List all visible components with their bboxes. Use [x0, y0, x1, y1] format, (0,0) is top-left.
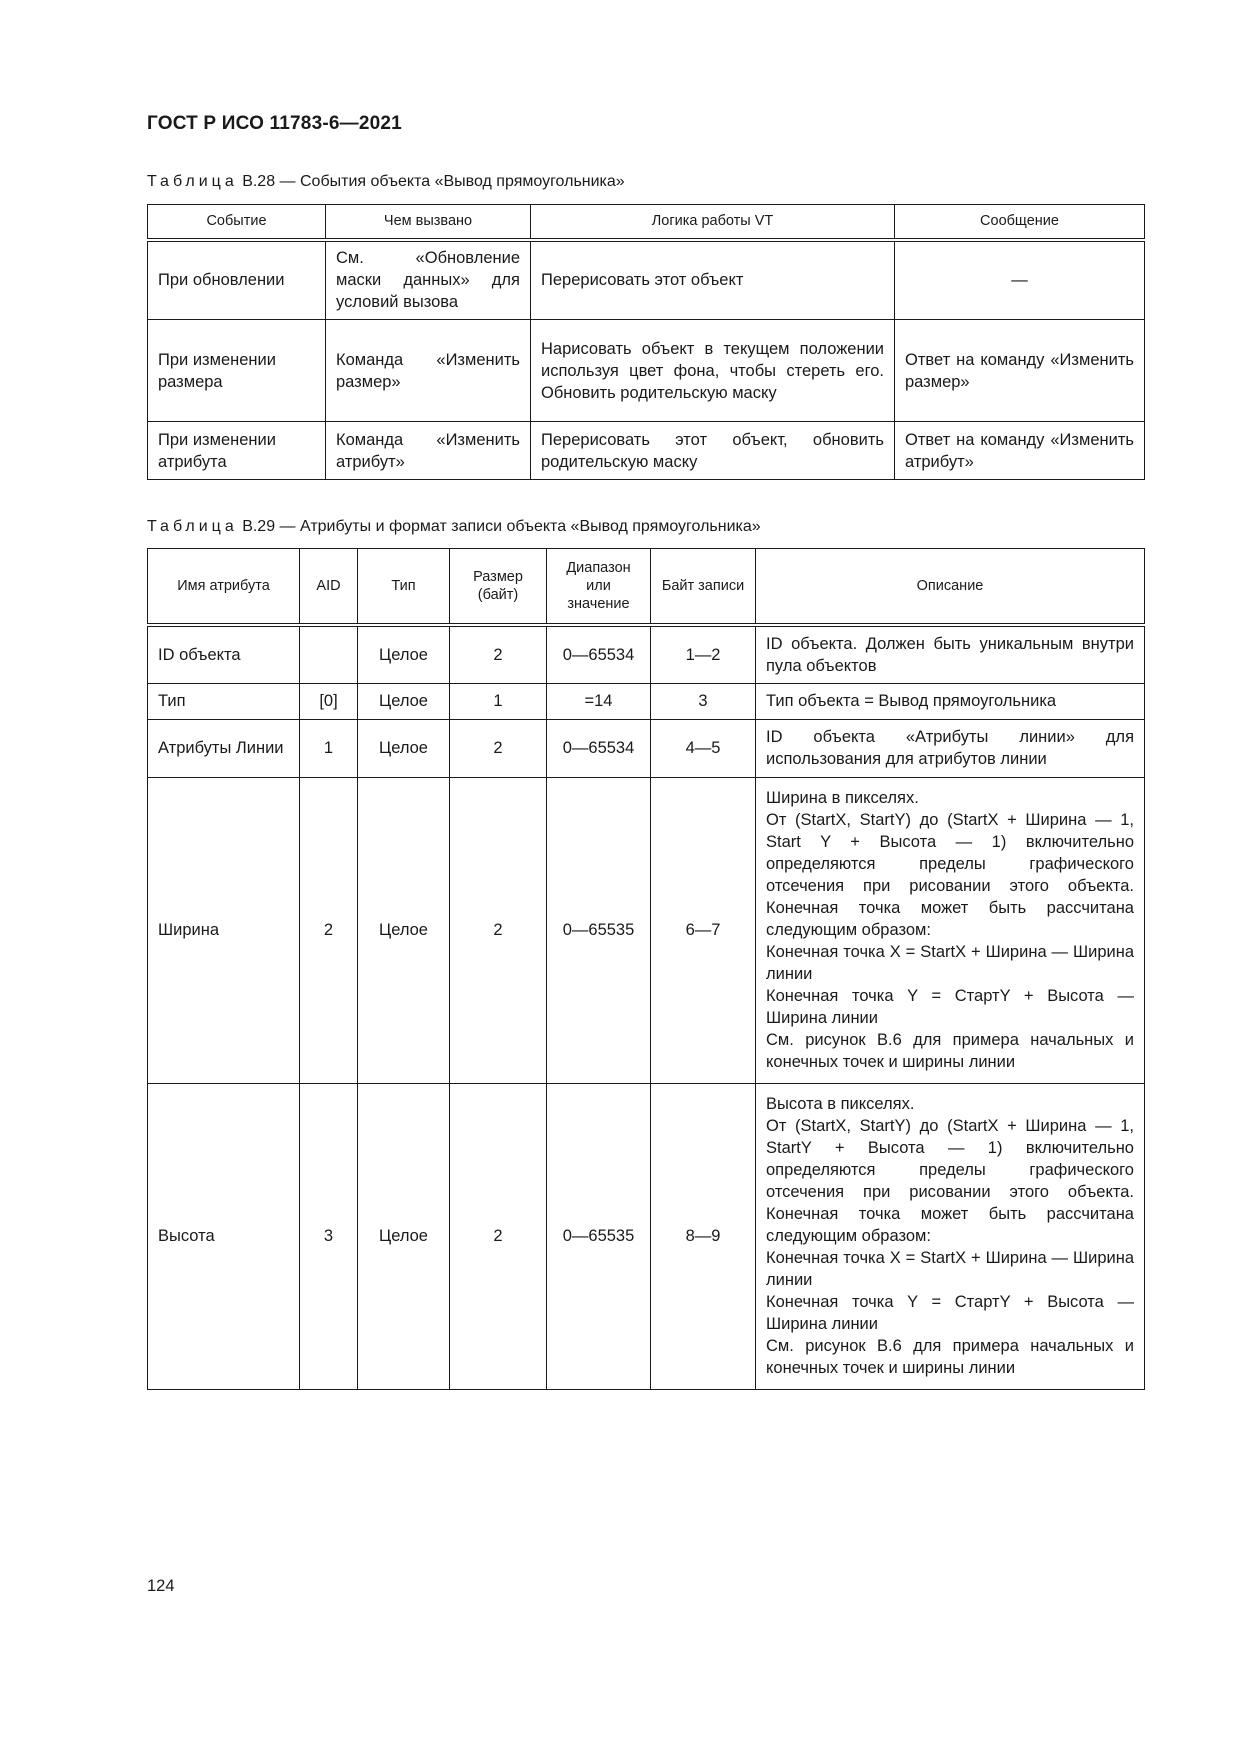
record-bytes-cell: 8—9 — [651, 1083, 756, 1389]
table-row — [148, 240, 1145, 320]
record-bytes-cell: 3 — [651, 683, 756, 719]
range-cell: 0—65535 — [547, 1083, 651, 1389]
vt-logic-cell: Перерисовать этот объект — [531, 240, 895, 320]
column-header-aid: AID — [300, 549, 358, 625]
size-cell: 2 — [450, 1083, 547, 1389]
table-b28 — [147, 204, 1145, 480]
column-header-record-bytes: Байт записи — [651, 549, 756, 625]
aid-cell: [0] — [300, 683, 358, 719]
event-cell: При изменении атрибута — [148, 422, 326, 480]
caption-text: В.28 — События объекта «Вывод прямоугольника» — [242, 173, 625, 190]
aid-cell: 3 — [300, 1083, 358, 1389]
size-cell: 1 — [450, 683, 547, 719]
size-cell: 2 — [450, 719, 547, 777]
column-header-size: Размер (байт) — [450, 549, 547, 625]
table-row — [148, 320, 1145, 422]
column-header-attribute-name: Имя атрибута — [148, 549, 300, 625]
aid-cell: 2 — [300, 777, 358, 1083]
page-number: 124 — [147, 1577, 175, 1595]
range-cell: 0—65534 — [547, 719, 651, 777]
vt-logic-cell: Нарисовать объект в текущем положении используя цвет фона, чтобы стереть его. Обновить родительскую маску — [531, 320, 895, 422]
record-bytes-cell: 6—7 — [651, 777, 756, 1083]
caused-by-cell: См. «Обновление маски данных» для условий вызова — [326, 240, 531, 320]
size-cell: 2 — [450, 777, 547, 1083]
caused-by-cell: Команда «Изменить размер» — [326, 320, 531, 422]
table-row — [148, 422, 1145, 480]
caption-prefix: Таблица — [147, 173, 238, 190]
description-cell: ID объекта. Должен быть уникальным внутри пула объектов — [756, 625, 1145, 684]
table-row — [148, 1083, 1145, 1389]
message-cell: Ответ на команду «Изменить размер» — [895, 320, 1145, 422]
document-header: ГОСТ Р ИСО 11783-6—2021 — [147, 113, 402, 134]
aid-cell: 1 — [300, 719, 358, 777]
table-row — [148, 719, 1145, 777]
event-cell: При обновлении — [148, 240, 326, 320]
type-cell: Целое — [358, 1083, 450, 1389]
caption-prefix: Таблица — [147, 518, 238, 535]
column-header-caused-by: Чем вызвано — [326, 205, 531, 240]
type-cell: Целое — [358, 625, 450, 684]
column-header-event: Событие — [148, 205, 326, 240]
record-bytes-cell: 4—5 — [651, 719, 756, 777]
event-cell: При изменении размера — [148, 320, 326, 422]
table-b28-caption — [147, 173, 625, 191]
range-cell: 0—65534 — [547, 625, 651, 684]
description-cell: Ширина в пикселях. От (StartX, StartY) до (StartX + Ширина — 1, Start Y + Высота — 1) включительно определяются пределы графического отсечения при рисовании этого объекта. Конечная точка может быть рассчитана следующим образом: Конечная точка X = StartX + Ширина — Ширина линии Конечная точка Y = СтартY + Высота — Ширина линии См. рисунок В.6 для примера начальных и конечных точек и ширины линии — [756, 777, 1145, 1083]
column-header-message: Сообщение — [895, 205, 1145, 240]
column-header-range: Диапазон или значение — [547, 549, 651, 625]
attribute-name-cell: Ширина — [148, 777, 300, 1083]
record-bytes-cell: 1—2 — [651, 625, 756, 684]
type-cell: Целое — [358, 719, 450, 777]
attribute-name-cell: Атрибуты Линии — [148, 719, 300, 777]
range-cell: =14 — [547, 683, 651, 719]
column-header-type: Тип — [358, 549, 450, 625]
column-header-vt-logic: Логика работы VT — [531, 205, 895, 240]
description-cell: ID объекта «Атрибуты линии» для использования для атрибутов линии — [756, 719, 1145, 777]
type-cell: Целое — [358, 777, 450, 1083]
description-cell: Высота в пикселях. От (StartX, StartY) до (StartX + Ширина — 1, StartY + Высота — 1) включительно определяются пределы графического отсечения при рисовании этого объекта. Конечная точка может быть рассчитана следующим образом: Конечная точка X = StartX + Ширина — Ширина линии Конечная точка Y = СтартY + Высота — Ширина линии См. рисунок В.6 для примера начальных и конечных точек и ширины линии — [756, 1083, 1145, 1389]
table-row — [148, 625, 1145, 684]
size-cell: 2 — [450, 625, 547, 684]
message-cell: — — [895, 240, 1145, 320]
type-cell: Целое — [358, 683, 450, 719]
table-row — [148, 683, 1145, 719]
attribute-name-cell: ID объекта — [148, 625, 300, 684]
table-b29-caption — [147, 518, 761, 536]
attribute-name-cell: Тип — [148, 683, 300, 719]
column-header-description: Описание — [756, 549, 1145, 625]
attribute-name-cell: Высота — [148, 1083, 300, 1389]
description-cell: Тип объекта = Вывод прямоугольника — [756, 683, 1145, 719]
table-header-row — [148, 549, 1145, 625]
table-header-row — [148, 205, 1145, 240]
table-row — [148, 777, 1145, 1083]
range-cell: 0—65535 — [547, 777, 651, 1083]
vt-logic-cell: Перерисовать этот объект, обновить родительскую маску — [531, 422, 895, 480]
caption-text: В.29 — Атрибуты и формат записи объекта «Вывод прямоугольника» — [242, 518, 761, 535]
caused-by-cell: Команда «Изменить атрибут» — [326, 422, 531, 480]
message-cell: Ответ на команду «Изменить атрибут» — [895, 422, 1145, 480]
table-b29 — [147, 548, 1145, 1390]
aid-cell — [300, 625, 358, 684]
